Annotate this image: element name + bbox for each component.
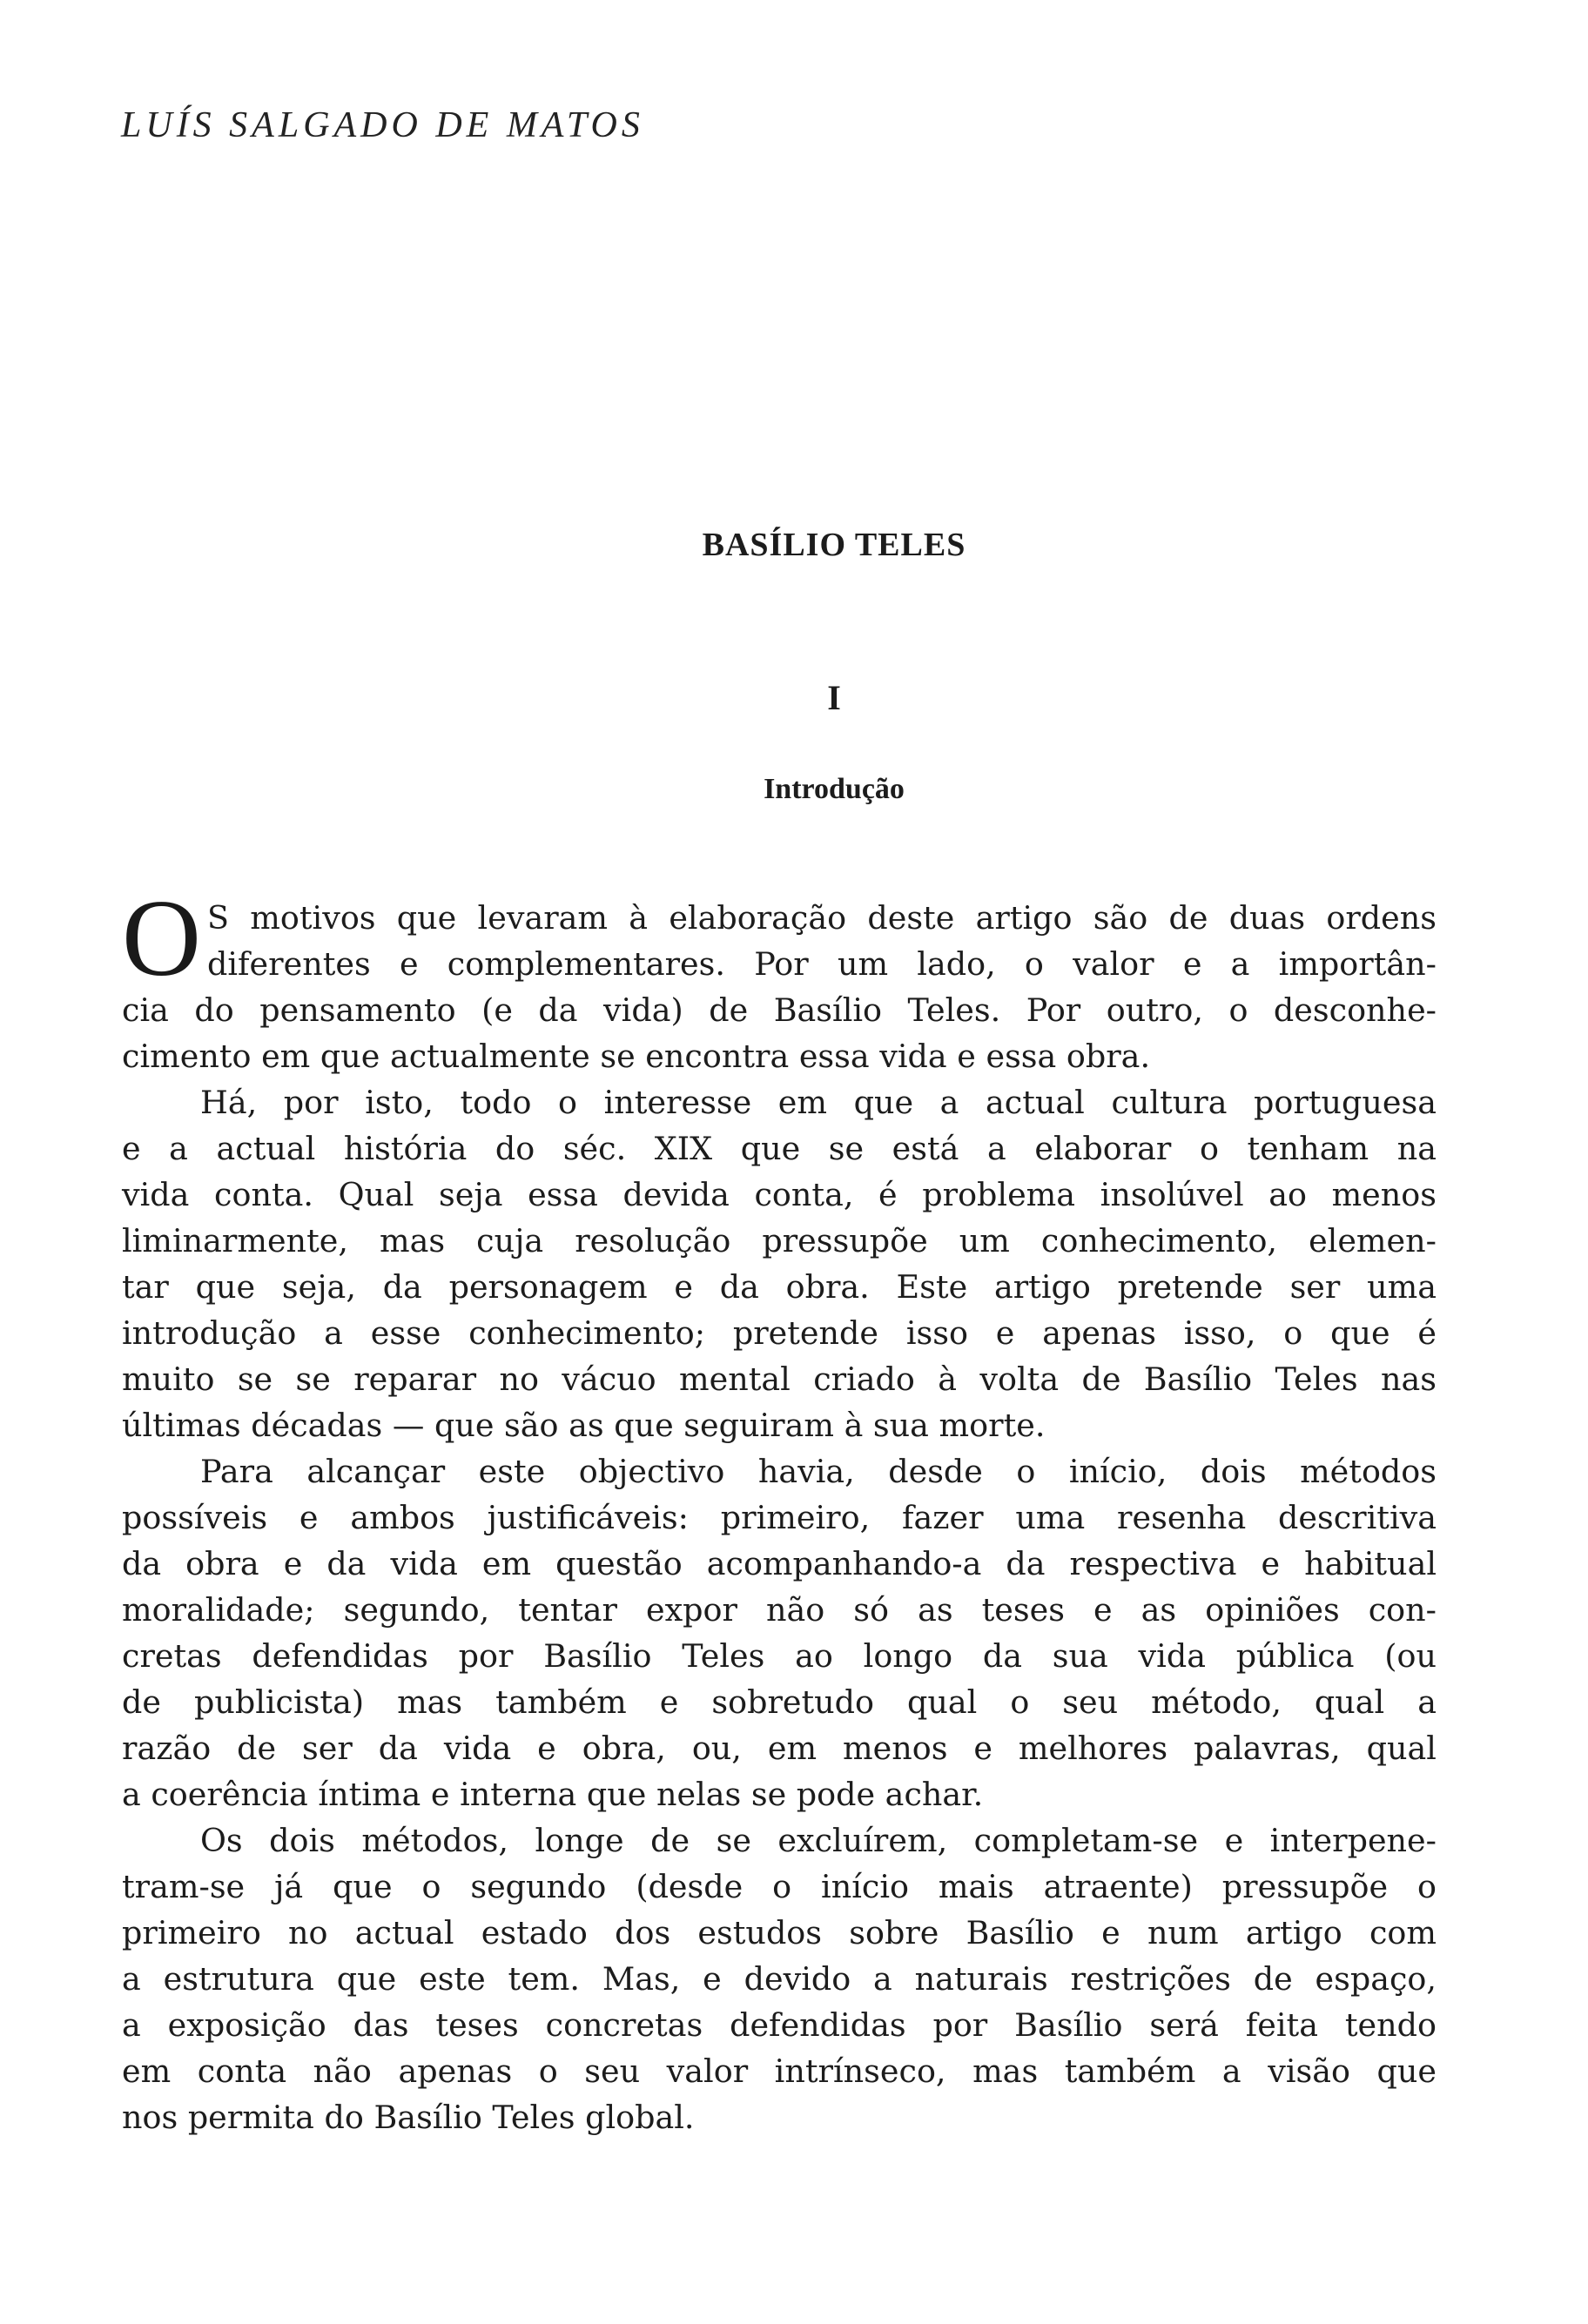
text-line: Há, por isto, todo o interesse em que a actual cultura portuguesa (200, 1084, 1437, 1121)
text-line: e a actual história do séc. XIX que se está a elaborar o tenham na (122, 1130, 1437, 1167)
section-heading: Introdução (764, 773, 905, 805)
text-line: moralidade; segundo, tentar expor não só as teses e as opiniões con- (122, 1591, 1437, 1629)
text-line: a coerência íntima e interna que nelas se pode achar. (122, 1776, 984, 1813)
text-line: primeiro no actual estado dos estudos sobre Basílio e num artigo com (122, 1914, 1437, 1951)
text-line: em conta não apenas o seu valor intrínseco, mas também a visão que (122, 2052, 1437, 2090)
text-line: S motivos que levaram à elaboração deste artigo são de duas ordens (207, 899, 1437, 937)
text-line: tar que seja, da personagem e da obra. Este artigo pretende ser uma (122, 1268, 1437, 1306)
text-line: cia do pensamento (e da vida) de Basílio Teles. Por outro, o desconhe- (122, 991, 1437, 1029)
article-body (122, 878, 1437, 2140)
text-line: possíveis e ambos justificáveis: primeiro, fazer uma resenha descritiva (122, 1499, 1437, 1536)
text-line: muito se se reparar no vácuo mental criado à volta de Basílio Teles nas (122, 1360, 1437, 1398)
text-line: da obra e da vida em questão acompanhando-a da respectiva e habitual (122, 1545, 1437, 1582)
text-line: tram-se já que o segundo (desde o início mais atraente) pressupõe o (122, 1868, 1437, 1905)
paragraph-4 (122, 1817, 1437, 2140)
text-line: diferentes e complementares. Por um lado, o valor e a importân- (207, 945, 1437, 983)
paragraph-1 (122, 895, 1437, 1079)
text-line: liminarmente, mas cuja resolução pressupõe um conhecimento, elemen- (122, 1222, 1437, 1259)
text-line: introdução a esse conhecimento; pretende isso e apenas isso, o que é (122, 1314, 1437, 1352)
text-line: cimento em que actualmente se encontra essa vida e essa obra. (122, 1038, 1151, 1075)
running-head-author: LUÍS SALGADO DE MATOS (121, 105, 644, 145)
paragraph-3 (122, 1448, 1437, 1817)
text-line: de publicista) mas também e sobretudo qual o seu método, qual a (122, 1683, 1437, 1721)
text-line: a exposição das teses concretas defendidas por Basílio será feita tendo (122, 2006, 1437, 2044)
article-title: BASÍLIO TELES (702, 527, 966, 563)
text-line: Para alcançar este objectivo havia, desde o início, dois métodos (200, 1453, 1437, 1490)
text-line: a estrutura que este tem. Mas, e devido a naturais restrições de espaço, (122, 1960, 1437, 1998)
paragraph-2 (122, 1079, 1437, 1448)
drop-cap: O (122, 878, 201, 999)
text-line: últimas décadas — que são as que seguiram à sua morte. (122, 1407, 1046, 1444)
text-line: razão de ser da vida e obra, ou, em menos e melhores palavras, qual (122, 1730, 1437, 1767)
text-line: nos permita do Basílio Teles global. (122, 2099, 695, 2136)
section-number: I (827, 678, 841, 717)
text-line: cretas defendidas por Basílio Teles ao longo da sua vida pública (ou (122, 1637, 1437, 1675)
text-line: Os dois métodos, longe de se excluírem, completam-se e interpene- (200, 1822, 1437, 1859)
text-line: vida conta. Qual seja essa devida conta, é problema insolúvel ao menos (122, 1176, 1437, 1213)
